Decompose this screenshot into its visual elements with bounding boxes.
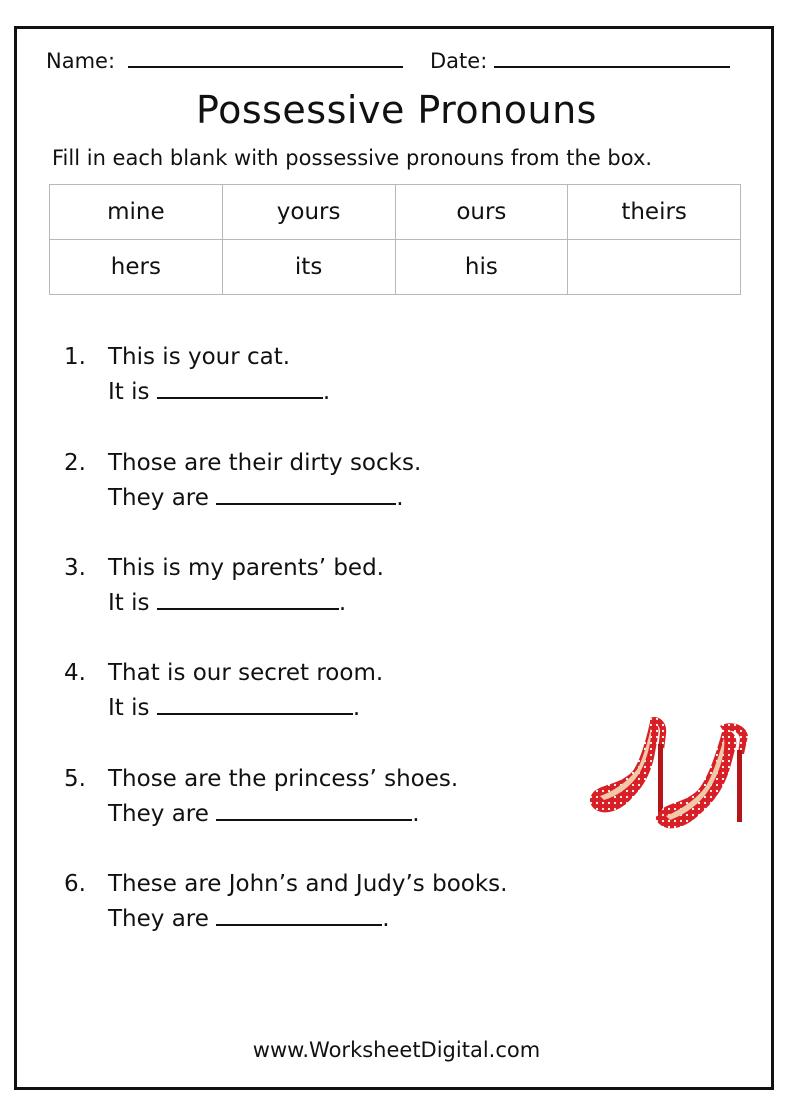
word-box-cell: hers — [50, 240, 223, 295]
question-1 — [64, 340, 330, 410]
word-box — [49, 184, 741, 295]
word-box-cell: yours — [222, 185, 395, 240]
word-box-cell: his — [395, 240, 568, 295]
date-line[interactable] — [494, 50, 730, 68]
answer-line-row — [108, 691, 383, 726]
period: . — [338, 590, 347, 616]
answer-prompt: They are — [108, 906, 209, 932]
answer-blank[interactable] — [157, 588, 339, 610]
answer-blank[interactable] — [216, 483, 396, 505]
word-box-cell: theirs — [568, 185, 741, 240]
name-label: Name: — [46, 49, 116, 73]
instructions: Fill in each blank with possessive pronouns from the box. — [52, 146, 653, 170]
answer-blank[interactable] — [216, 904, 382, 926]
question-5 — [64, 762, 458, 832]
footer-website[interactable]: www.WorksheetDigital.com — [252, 1038, 541, 1062]
question-3 — [64, 551, 384, 621]
word-box-row — [50, 185, 741, 240]
question-sentence: These are John’s and Judy’s books. — [108, 871, 508, 897]
answer-line-row — [108, 375, 330, 410]
question-number: 2. — [64, 450, 86, 476]
answer-prompt: It is — [108, 379, 150, 405]
question-6 — [64, 867, 507, 937]
period: . — [322, 379, 331, 405]
name-line[interactable] — [128, 50, 403, 68]
answer-line-row — [108, 902, 507, 937]
answer-blank[interactable] — [157, 693, 353, 715]
question-4 — [64, 656, 383, 726]
answer-prompt: They are — [108, 801, 209, 827]
word-box-cell: ours — [395, 185, 568, 240]
date-field — [430, 49, 730, 73]
word-box-cell: mine — [50, 185, 223, 240]
question-sentence: This is my parents’ bed. — [108, 555, 384, 581]
word-box-cell: its — [222, 240, 395, 295]
right-shoe — [656, 723, 748, 828]
period: . — [412, 801, 420, 827]
answer-prompt: They are — [108, 485, 209, 511]
question-sentence: Those are their dirty socks. — [108, 450, 422, 476]
question-number: 1. — [64, 344, 86, 370]
word-box-row — [50, 240, 741, 295]
period: . — [382, 906, 390, 932]
question-number: 4. — [64, 660, 86, 686]
question-sentence: Those are the princess’ shoes. — [108, 766, 459, 792]
red-high-heel-shoes-icon — [588, 710, 756, 834]
answer-line-row — [108, 481, 421, 516]
question-sentence: That is our secret room. — [108, 660, 384, 686]
question-number: 3. — [64, 555, 86, 581]
period: . — [396, 485, 404, 511]
name-field — [46, 49, 403, 73]
left-shoe — [590, 717, 666, 822]
word-box-cell — [568, 240, 741, 295]
answer-line-row — [108, 586, 384, 621]
answer-prompt: It is — [108, 590, 150, 616]
answer-line-row — [108, 797, 458, 832]
question-sentence: This is your cat. — [108, 344, 291, 370]
answer-blank[interactable] — [157, 377, 323, 399]
answer-blank[interactable] — [216, 799, 412, 821]
answer-prompt: It is — [108, 695, 150, 721]
question-number: 6. — [64, 871, 86, 897]
question-2 — [64, 446, 421, 516]
period: . — [352, 695, 361, 721]
question-number: 5. — [64, 766, 86, 792]
worksheet-title: Possessive Pronouns — [196, 88, 597, 132]
date-label: Date: — [430, 49, 488, 73]
